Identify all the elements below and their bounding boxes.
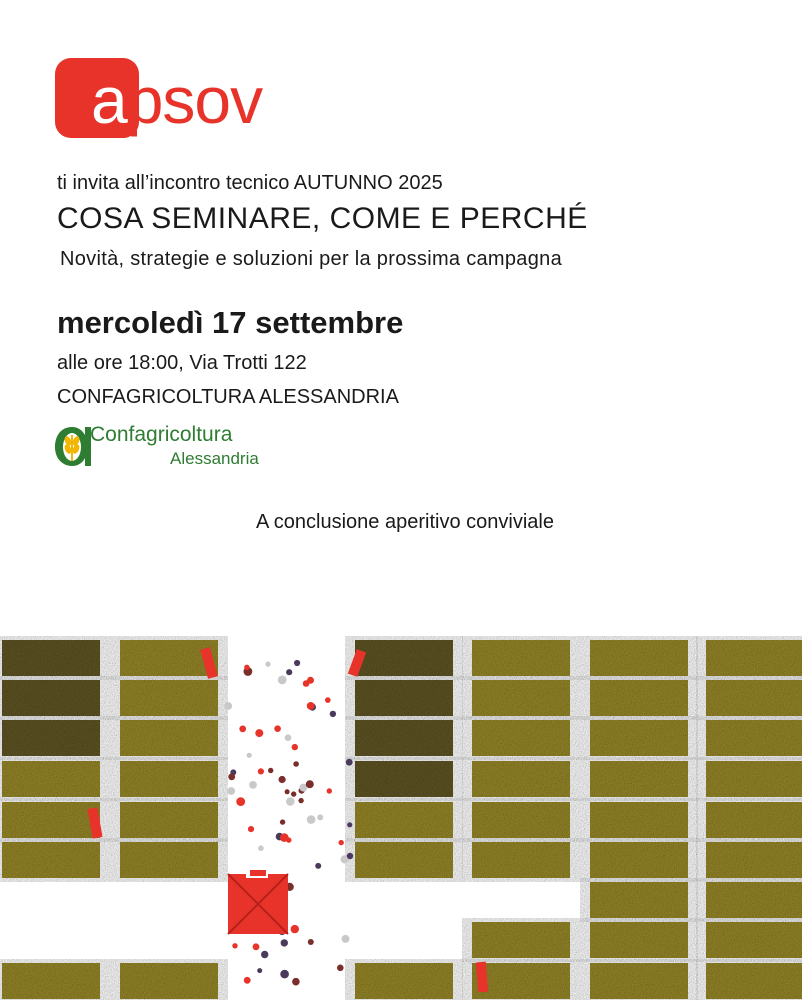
field-plot xyxy=(120,802,218,838)
confagricoltura-logo xyxy=(52,421,292,473)
field-plot xyxy=(590,720,688,756)
field-plot xyxy=(120,680,218,716)
person-figure xyxy=(236,797,245,806)
field-plot xyxy=(2,963,100,999)
person-figure xyxy=(337,965,344,972)
field-aerial-illustration xyxy=(0,630,802,1000)
person-figure xyxy=(280,970,289,979)
field-drawing xyxy=(0,630,802,1000)
field-plot xyxy=(472,922,570,958)
field-plot xyxy=(355,640,453,676)
field-plot xyxy=(120,963,218,999)
person-figure xyxy=(265,662,270,667)
person-figure xyxy=(325,697,331,703)
partner-city: Alessandria xyxy=(170,449,259,468)
field-plot xyxy=(590,963,688,999)
person-figure xyxy=(247,753,252,758)
field-plots xyxy=(2,640,802,999)
person-figure xyxy=(280,819,285,824)
field-plot xyxy=(120,842,218,878)
field-plot xyxy=(2,640,100,676)
person-figure xyxy=(346,759,353,766)
person-figure xyxy=(306,780,314,788)
apsov-tent xyxy=(228,868,288,934)
person-figure xyxy=(255,729,263,737)
person-figure xyxy=(274,725,281,732)
person-figure xyxy=(244,977,251,984)
person-figure xyxy=(285,789,290,794)
event-venue: CONFAGRICOLTURA ALESSANDRIA xyxy=(57,386,399,408)
person-figure xyxy=(303,680,310,687)
field-plot xyxy=(706,680,802,716)
person-figure xyxy=(293,761,299,767)
person-figure xyxy=(291,925,299,933)
field-plot xyxy=(472,842,570,878)
person-figure xyxy=(248,826,254,832)
field-plot xyxy=(472,680,570,716)
person-figure xyxy=(278,676,287,685)
person-figure xyxy=(339,840,344,845)
event-date: mercoledì 17 settembre xyxy=(57,305,404,340)
field-plot xyxy=(706,963,802,999)
field-plot xyxy=(472,640,570,676)
field-plot xyxy=(2,680,100,716)
person-figure xyxy=(347,853,353,859)
field-plot xyxy=(706,761,802,797)
wheat-icon xyxy=(52,421,92,469)
field-plot xyxy=(355,802,453,838)
field-plot xyxy=(706,802,802,838)
field-plot xyxy=(355,720,453,756)
logo-letter-a: a xyxy=(91,63,127,137)
field-plot xyxy=(355,963,453,999)
logo-wordmark xyxy=(91,60,262,140)
person-figure xyxy=(227,787,235,795)
field-plot xyxy=(2,842,100,878)
field-plot xyxy=(120,720,218,756)
person-figure xyxy=(330,711,336,717)
crowd xyxy=(224,660,353,986)
person-figure xyxy=(258,845,264,851)
field-plot xyxy=(2,802,100,838)
closing-note: A conclusione aperitivo conviviale xyxy=(256,511,554,533)
person-figure xyxy=(298,798,303,803)
field-plot xyxy=(706,922,802,958)
person-figure xyxy=(261,951,268,958)
person-figure xyxy=(280,833,289,842)
field-plot xyxy=(590,922,688,958)
event-time-place: alle ore 18:00, Via Trotti 122 xyxy=(57,352,307,374)
field-plot xyxy=(590,802,688,838)
person-figure xyxy=(292,744,298,750)
person-figure xyxy=(292,978,300,986)
field-plot xyxy=(706,842,802,878)
person-figure xyxy=(258,768,264,774)
partner-name: Confagricoltura xyxy=(90,423,233,446)
person-figure xyxy=(286,669,292,675)
field-plot xyxy=(120,761,218,797)
field-plot xyxy=(706,882,802,918)
person-figure xyxy=(244,665,249,670)
field-plot xyxy=(472,761,570,797)
person-figure xyxy=(317,814,323,820)
field-plot xyxy=(472,802,570,838)
field-plot xyxy=(355,761,453,797)
person-figure xyxy=(342,935,350,943)
subheadline: Novità, strategie e soluzioni per la prossima campagna xyxy=(60,248,563,270)
headline: COSA SEMINARE, COME E PERCHÉ xyxy=(57,202,588,235)
person-figure xyxy=(286,797,295,806)
person-figure xyxy=(279,776,286,783)
field-plot xyxy=(590,680,688,716)
person-figure xyxy=(285,734,292,741)
person-figure xyxy=(253,943,260,950)
person-figure xyxy=(307,815,316,824)
person-figure xyxy=(257,968,262,973)
field-plot xyxy=(2,720,100,756)
person-figure xyxy=(268,768,273,773)
person-figure xyxy=(291,791,296,796)
field-plot xyxy=(590,882,688,918)
field-plot xyxy=(2,761,100,797)
field-plot xyxy=(355,680,453,716)
intro-line: ti invita all’incontro tecnico AUTUNNO 2025 xyxy=(57,172,443,194)
person-figure xyxy=(294,660,300,666)
field-plot xyxy=(472,720,570,756)
person-figure xyxy=(315,863,321,869)
field-plot xyxy=(706,720,802,756)
person-figure xyxy=(347,822,352,827)
person-figure xyxy=(308,939,314,945)
person-figure xyxy=(281,939,288,946)
person-figure xyxy=(249,781,257,789)
person-figure xyxy=(232,943,237,948)
person-figure xyxy=(307,702,315,710)
apsov-logo xyxy=(55,58,315,138)
logo-letters-rest: psov xyxy=(126,63,263,137)
person-figure xyxy=(239,726,246,733)
field-plot xyxy=(590,640,688,676)
person-figure xyxy=(224,702,232,710)
field-plot xyxy=(355,842,453,878)
field-plot xyxy=(706,640,802,676)
person-figure xyxy=(228,773,235,780)
field-plot xyxy=(590,761,688,797)
person-figure xyxy=(327,788,332,793)
field-plot xyxy=(590,842,688,878)
